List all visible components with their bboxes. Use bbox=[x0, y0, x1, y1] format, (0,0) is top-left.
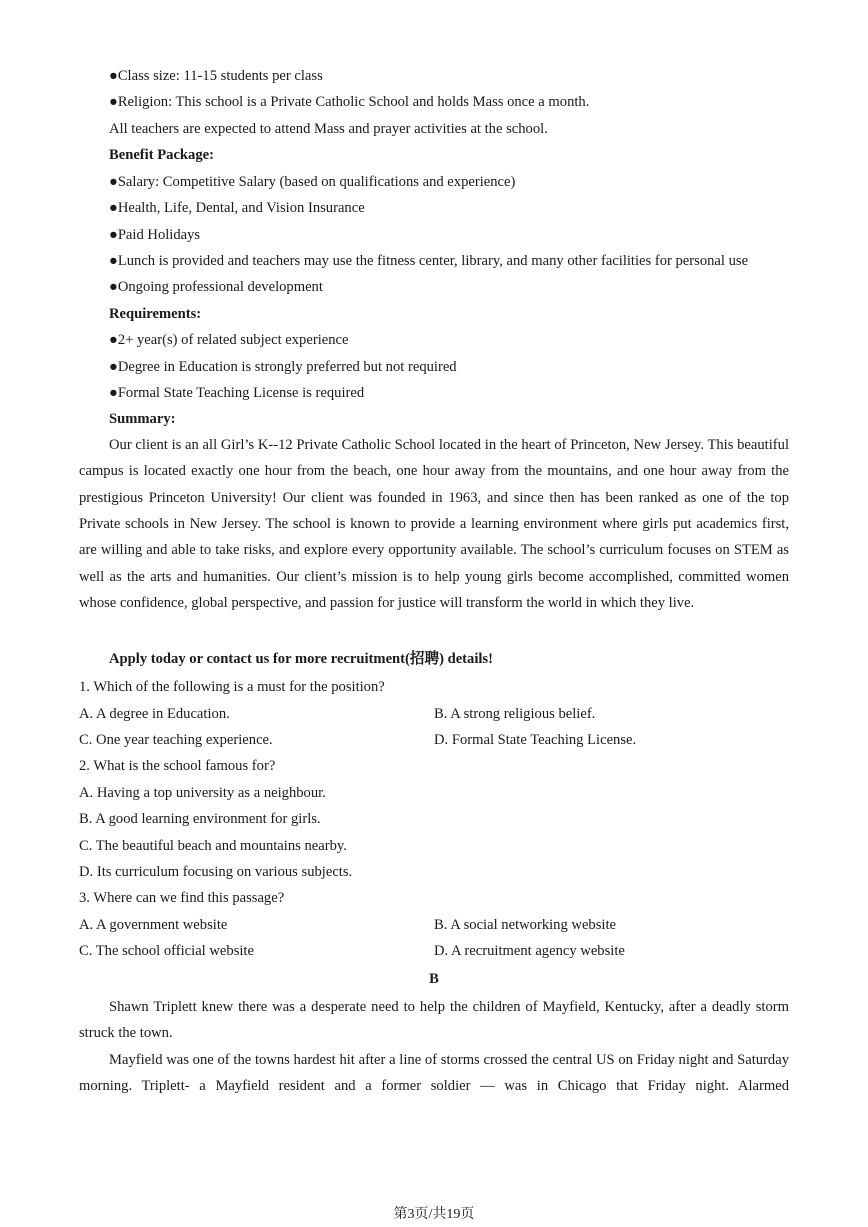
requirements-heading: Requirements: bbox=[109, 306, 202, 322]
requirement-item: ●Formal State Teaching License is required bbox=[109, 385, 365, 401]
question-option: D. A recruitment agency website bbox=[434, 943, 625, 959]
question-stem: 3. Where can we find this passage? bbox=[79, 890, 285, 906]
class-size-item: ●Class size: 11-15 students per class bbox=[109, 68, 323, 84]
summary-paragraph: Our client is an all Girl’s K--12 Private Catholic School located in the heart of Princeton, New Jersey. This beautiful campus is located exactly one hour from the beach, one hour away from the mountains, and one hour away from the prestigious Princeton University! Our client was founded in 1963, and since then has been ranked as one of the top Private schools in New Jersey. The school is known to provide a learning environment where girls put academics first, are willing and able to take risks, and explore every opportunity available. The school’s curriculum focuses on STEM as well as the arts and humanities. Our client’s mission is to help young girls become accomplished, committed women whose confidence, global perspective, and passion for justice will transform the world in which they live. bbox=[79, 437, 789, 612]
religion-item: ●Religion: This school is a Private Catholic School and holds Mass once a month. bbox=[109, 94, 590, 110]
section-b-label: B bbox=[429, 971, 439, 987]
question-option: A. Having a top university as a neighbour. bbox=[79, 785, 326, 801]
page-number-footer: 第3页/共19页 bbox=[393, 1207, 475, 1222]
question-stem: 2. What is the school famous for? bbox=[79, 758, 276, 774]
summary-heading: Summary: bbox=[109, 411, 176, 427]
benefit-item: ●Salary: Competitive Salary (based on qualifications and experience) bbox=[109, 174, 516, 190]
requirement-item: ●Degree in Education is strongly preferred but not required bbox=[109, 359, 457, 375]
requirement-item: ●2+ year(s) of related subject experience bbox=[109, 332, 349, 348]
religion-continuation: All teachers are expected to attend Mass and prayer activities at the school. bbox=[109, 121, 548, 137]
benefit-item: ●Ongoing professional development bbox=[109, 279, 323, 295]
question-option: B. A good learning environment for girls. bbox=[79, 811, 321, 827]
apply-callout: Apply today or contact us for more recruitment(招聘) details! bbox=[109, 651, 493, 667]
question-option: B. A social networking website bbox=[434, 917, 616, 933]
benefit-item: ●Health, Life, Dental, and Vision Insurance bbox=[109, 200, 365, 216]
benefit-heading: Benefit Package: bbox=[109, 147, 214, 163]
question-option: D. Its curriculum focusing on various subjects. bbox=[79, 864, 353, 880]
benefit-item: ●Paid Holidays bbox=[109, 227, 201, 243]
question-option: D. Formal State Teaching License. bbox=[434, 732, 637, 748]
section-b-paragraph-1: Shawn Triplett knew there was a desperate need to help the children of Mayfield, Kentucky, after a deadly storm struck the town. bbox=[79, 999, 789, 1042]
benefit-item: ●Lunch is provided and teachers may use the fitness center, library, and many other facilities for personal use bbox=[109, 253, 749, 269]
question-option: B. A strong religious belief. bbox=[434, 706, 596, 722]
question-option: A. A government website bbox=[79, 917, 228, 933]
question-stem: 1. Which of the following is a must for the position? bbox=[79, 679, 385, 695]
question-option: C. The beautiful beach and mountains nearby. bbox=[79, 838, 347, 854]
question-option: C. One year teaching experience. bbox=[79, 732, 273, 748]
question-option: A. A degree in Education. bbox=[79, 706, 230, 722]
question-option: C. The school official website bbox=[79, 943, 254, 959]
section-b-paragraph-2: Mayfield was one of the towns hardest hit after a line of storms crossed the central US on Friday night and Saturday morning. Triplett- a Mayfield resident and a former soldier — was in Chicago that Friday night. Alarmed bbox=[79, 1052, 789, 1095]
